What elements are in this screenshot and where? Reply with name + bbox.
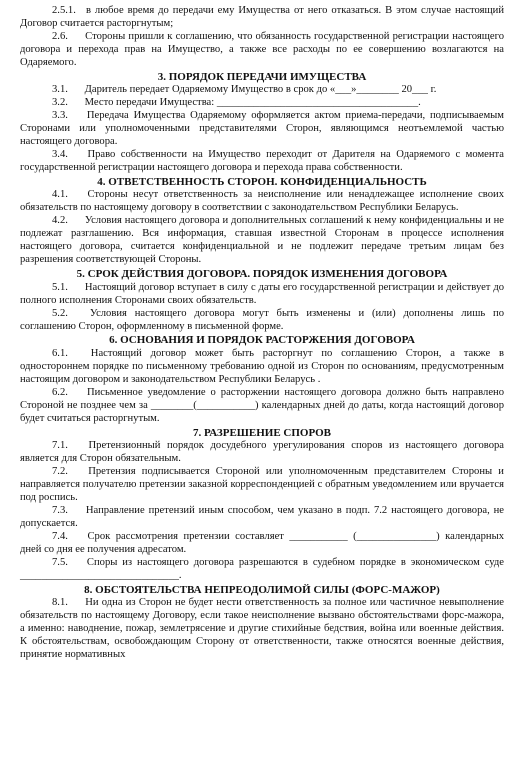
section-heading-6: 6. ОСНОВАНИЯ И ПОРЯДОК РАСТОРЖЕНИЯ ДОГОВОРА xyxy=(109,334,415,347)
clause-5-2 xyxy=(20,308,504,334)
clause-number: 4.1. xyxy=(52,189,68,201)
clause-text: Условия настоящего договора и дополнительных соглашений к нему конфиденциальны и не подлежат разглашению. Вся информация, ставшая известной Сторонам в процессе исполнения настоящего договора, считается конфиденциальной и не подлежит передаче третьим лицам без разрешения соответствующей Стороны. xyxy=(20,215,504,266)
clause-3-4 xyxy=(20,149,504,175)
clause-text: Стороны пришли к соглашению, что обязанность государственной регистрации настоящего договора и перехода прав на Имущество, а также все расходы по ее совершению возлагаются на Одаряемого. xyxy=(20,30,504,68)
clause-number: 7.1. xyxy=(52,440,68,452)
clause-number: 3.4. xyxy=(52,149,68,161)
section-heading-7: 7. РАЗРЕШЕНИЕ СПОРОВ xyxy=(192,426,332,439)
clause-5-1 xyxy=(20,282,504,308)
clause-text: Даритель передает Одаряемому Имущество в срок до «___»________ 20___ г. xyxy=(84,84,437,96)
clause-6-1 xyxy=(20,348,504,387)
clause-number: 3.3. xyxy=(52,110,68,122)
clause-number: 8.1. xyxy=(52,597,68,609)
clause-text: Право собственности на Имущество переходит от Дарителя на Одаряемого с момента государственной регистрации настоящего договора и перехода права собственности. xyxy=(20,149,504,173)
clause-text: в любое время до передачи ему Имущества от него отказаться. В этом случае настоящий Договор считается расторгнутым; xyxy=(20,5,504,29)
section-heading-4: 4. ОТВЕТСТВЕННОСТЬ СТОРОН. КОНФИДЕНЦИАЛЬНОСТЬ xyxy=(97,175,427,188)
clause-text: Передача Имущества Одаряемому оформляется актом приема-передачи, подписываемым Сторонами или уполномоченными представителями Сторон, являющимся неотъемлемой частью настоящего договора. xyxy=(20,110,504,148)
clause-number: 7.4. xyxy=(52,530,68,542)
clause-text: Срок рассмотрения претензии составляет ___________ (_______________) календарных дней со дня ее получения адресатом. xyxy=(20,530,505,555)
clause-text: Письменное уведомление о расторжении настоящего договора должно быть направлено Стороной не позднее чем за ________(___________) календарных дней до даты, когда настоящий договор будет считаться расторгнутым. xyxy=(20,386,504,424)
section-heading-3: 3. ПОРЯДОК ПЕРЕДАЧИ ИМУЩЕСТВА xyxy=(157,70,367,83)
clause-text: Направление претензий иным способом, чем указано в подп. 7.2 настоящего договора, не допускается. xyxy=(20,504,504,529)
clause-text: Стороны несут ответственность за неисполнение или ненадлежащее исполнение своих обязательств по настоящему договору в соответствии с законодательством Республики Беларусь. xyxy=(20,189,504,214)
clause-4-1 xyxy=(20,189,504,215)
clause-number: 2.5.1. xyxy=(52,5,76,16)
clause-number: 7.2. xyxy=(52,466,68,478)
section-heading-8: 8. ОБСТОЯТЕЛЬСТВА НЕПРЕОДОЛИМОЙ СИЛЫ (ФОРС-МАЖОР) xyxy=(84,583,440,596)
section-heading-5: 5. СРОК ДЕЙСТВИЯ ДОГОВОРА. ПОРЯДОК ИЗМЕНЕНИЯ ДОГОВОРА xyxy=(76,268,448,281)
clause-text: Ни одна из Сторон не будет нести ответственность за полное или частичное невыполнение обязательств по настоящему Договору, если такое неисполнение вызвано обстоятельствами форс-мажора, а именно: наводнение, пожар, землетрясение и другие стихийные бедствия, война или военные действия. К обстоятельствам, освобождающим Сторону от ответственности, также относятся военные действия, принятие нормативных xyxy=(20,597,504,660)
clause-text: Условия настоящего договора могут быть изменены и (или) дополнены лишь по соглашению Сторон, оформленному в письменной форме. xyxy=(20,307,505,332)
clause-text: Место передачи Имущества: ______________________________________. xyxy=(84,97,421,109)
clause-text: Претензия подписывается Стороной или уполномоченным представителем Стороны и направляется получателю претензии заказной корреспонденцией с обратным уведомлением или вручается под роспись. xyxy=(20,466,504,503)
clause-7-1 xyxy=(20,440,504,466)
clause-2-5-1 xyxy=(20,5,504,31)
clause-number: 5.1. xyxy=(52,281,68,293)
clause-text: Претензионный порядок досудебного урегулирования споров из настоящего договора является для Сторон обязательным. xyxy=(20,440,504,465)
clause-3-3 xyxy=(20,110,504,149)
clause-number: 3.1. xyxy=(52,84,68,96)
clause-8-1 xyxy=(20,597,504,662)
clause-number: 4.2. xyxy=(52,215,68,227)
clause-number: 7.5. xyxy=(52,556,68,568)
clause-2-6 xyxy=(20,31,504,70)
clause-number: 6.1. xyxy=(52,347,68,359)
clause-number: 2.6. xyxy=(52,30,68,42)
clause-7-2 xyxy=(20,466,504,505)
clause-6-2 xyxy=(20,387,504,426)
clause-text: Настоящий договор вступает в силу с даты его государственной регистрации и действует до полного исполнения Сторонами своих обязательств. xyxy=(20,281,505,306)
clause-3-2 xyxy=(20,97,504,110)
clause-number: 7.3. xyxy=(52,504,68,516)
clause-number: 6.2. xyxy=(52,386,68,398)
clause-3-1 xyxy=(20,84,504,97)
clause-4-2 xyxy=(20,215,504,267)
clause-number: 3.2. xyxy=(52,97,68,109)
clause-7-4 xyxy=(20,531,504,557)
clause-7-3 xyxy=(20,505,504,531)
clause-text: Настоящий договор может быть расторгнут по соглашению Сторон, а также в одностороннем порядке по письменному требованию одной из Сторон по основаниям, предусмотренным настоящим договором и законодательством Республики Беларусь . xyxy=(20,347,504,385)
clause-text: Споры из настоящего договора разрешаются в судебном порядке в экономическом суде ______________________________. xyxy=(20,556,504,581)
clause-number: 5.2. xyxy=(52,307,68,319)
clause-7-5 xyxy=(20,557,504,583)
